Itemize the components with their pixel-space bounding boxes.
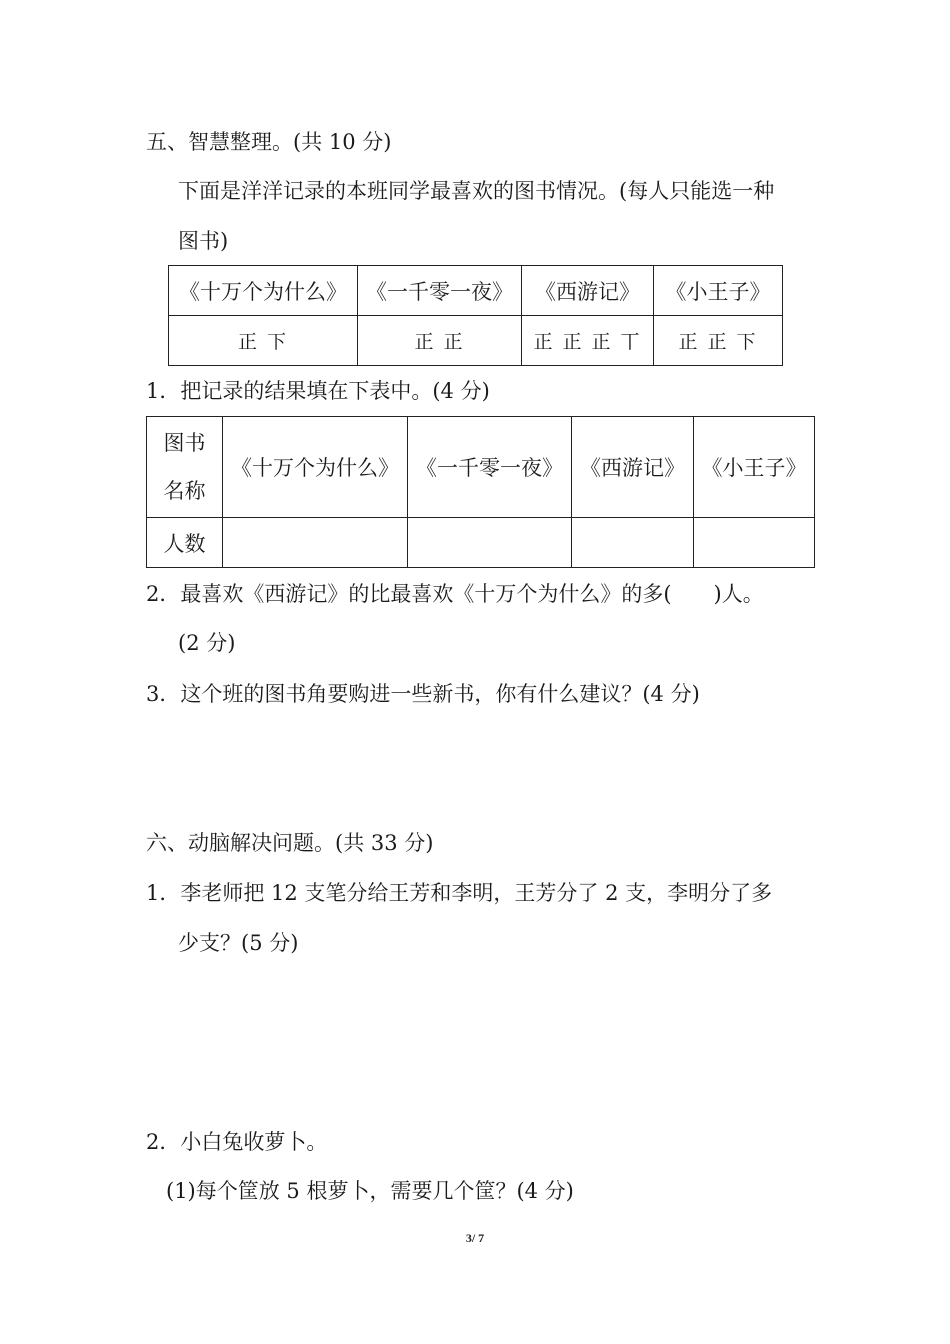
fill-count-3[interactable] [572, 518, 694, 568]
section-5-title: 五、智慧整理。(共 10 分) [146, 130, 392, 154]
record-header-1: 《十万个为什么》 [169, 266, 358, 316]
record-header-2: 《一千零一夜》 [358, 266, 522, 316]
question-5-1: 1．把记录的结果填在下表中。(4 分) [146, 379, 490, 403]
record-header-4: 《小王子》 [654, 266, 783, 316]
tally-marks-3: 正 正 正 丅 [522, 316, 654, 366]
question-5-3: 3．这个班的图书角要购进一些新书，你有什么建议？(4 分) [146, 682, 700, 706]
fill-in-table [146, 416, 815, 568]
fill-count-2[interactable] [408, 518, 572, 568]
fill-book-1: 《十万个为什么》 [223, 417, 408, 518]
tally-marks-1: 正 下 [169, 316, 358, 366]
question-6-1-line2: 少支？(5 分) [178, 931, 299, 955]
question-5-2-line2: (2 分) [178, 631, 236, 655]
fill-row1-label-bottom: 名称 [163, 479, 206, 503]
fill-row1-label [147, 417, 223, 518]
page-number: 3/ 7 [465, 1231, 485, 1245]
fill-book-3: 《西游记》 [572, 417, 694, 518]
section-6-title: 六、动脑解决问题。(共 33 分) [146, 831, 434, 855]
fill-book-2: 《一千零一夜》 [408, 417, 572, 518]
question-6-2: 2．小白兔收萝卜。 [146, 1130, 328, 1154]
section-5-intro-line1: 下面是洋洋记录的本班同学最喜欢的图书情况。(每人只能选一种 [178, 179, 775, 203]
tally-record-table [168, 265, 783, 366]
tally-marks-2: 正 正 [358, 316, 522, 366]
question-6-2-sub1: (1)每个筐放 5 根萝卜，需要几个筐？(4 分) [166, 1179, 574, 1203]
section-5-intro-line2: 图书) [178, 229, 229, 253]
fill-row2-label: 人数 [147, 518, 223, 568]
question-6-1-line1: 1．李老师把 12 支笔分给王芳和李明，王芳分了 2 支，李明分了多 [146, 881, 773, 905]
tally-marks-4: 正 正 下 [654, 316, 783, 366]
fill-row1-label-top: 图书 [163, 431, 206, 455]
fill-book-4: 《小王子》 [694, 417, 815, 518]
question-5-2-line1: 2．最喜欢《西游记》的比最喜欢《十万个为什么》的多( )人。 [146, 582, 764, 606]
fill-count-4[interactable] [694, 518, 815, 568]
record-header-3: 《西游记》 [522, 266, 654, 316]
fill-count-1[interactable] [223, 518, 408, 568]
